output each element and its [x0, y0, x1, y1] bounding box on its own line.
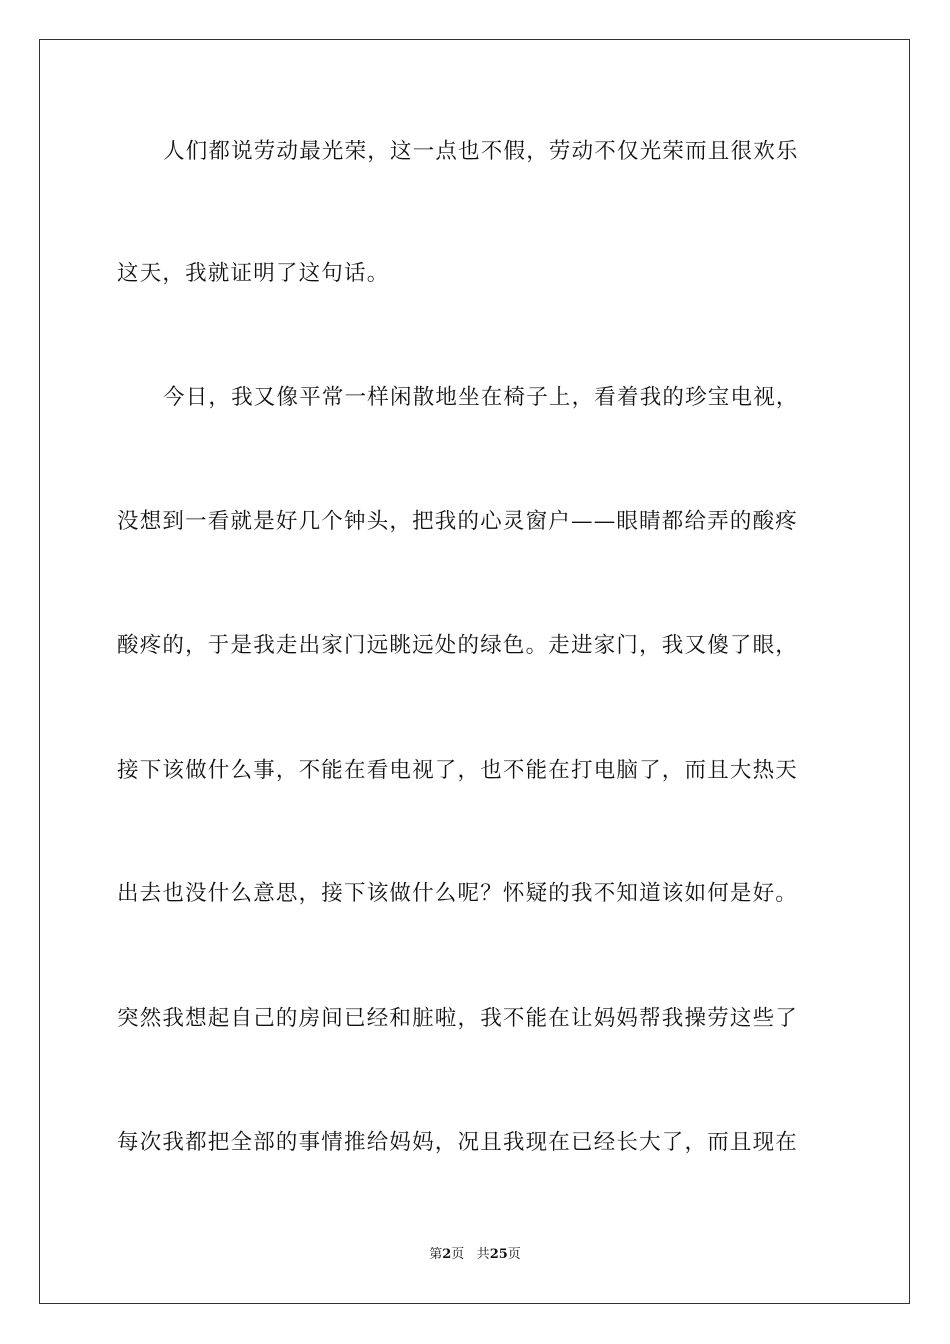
page-suffix: 页: [451, 1247, 465, 1262]
total-page-count: 25: [489, 1247, 508, 1262]
paragraph-line-1: 人们都说劳动最光荣，这一点也不假，劳动不仅光荣而且很欢乐: [163, 139, 799, 164]
paragraph-line-3: 今日，我又像平常一样闲散地坐在椅子上，看着我的珍宝电视，: [163, 385, 799, 410]
paragraph-line-2: 这天，我就证明了这句话。: [117, 261, 390, 286]
paragraph-line-9: 每次我都把全部的事情推给妈妈，况且我现在已经长大了，而且现在: [117, 1130, 799, 1155]
page-footer: [0, 1246, 950, 1264]
page-prefix: 第: [429, 1247, 443, 1262]
current-page-number: 2: [442, 1247, 452, 1262]
page-border: [39, 39, 910, 1304]
paragraph-line-6: 接下该做什么事，不能在看电视了，也不能在打电脑了，而且大热天: [117, 758, 799, 783]
paragraph-line-5: 酸疼的，于是我走出家门远眺远处的绿色。走进家门，我又傻了眼，: [117, 633, 799, 658]
paragraph-line-8: 突然我想起自己的房间已经和脏啦，我不能在让妈妈帮我操劳这些了: [117, 1006, 799, 1031]
total-suffix: 页: [507, 1247, 521, 1262]
paragraph-line-4: 没想到一看就是好几个钟头，把我的心灵窗户——眼睛都给弄的酸疼: [117, 509, 799, 534]
paragraph-line-7: 出去也没什么意思，接下该做什么呢？怀疑的我不知道该如何是好。: [117, 881, 799, 906]
total-prefix: 共: [476, 1247, 490, 1262]
